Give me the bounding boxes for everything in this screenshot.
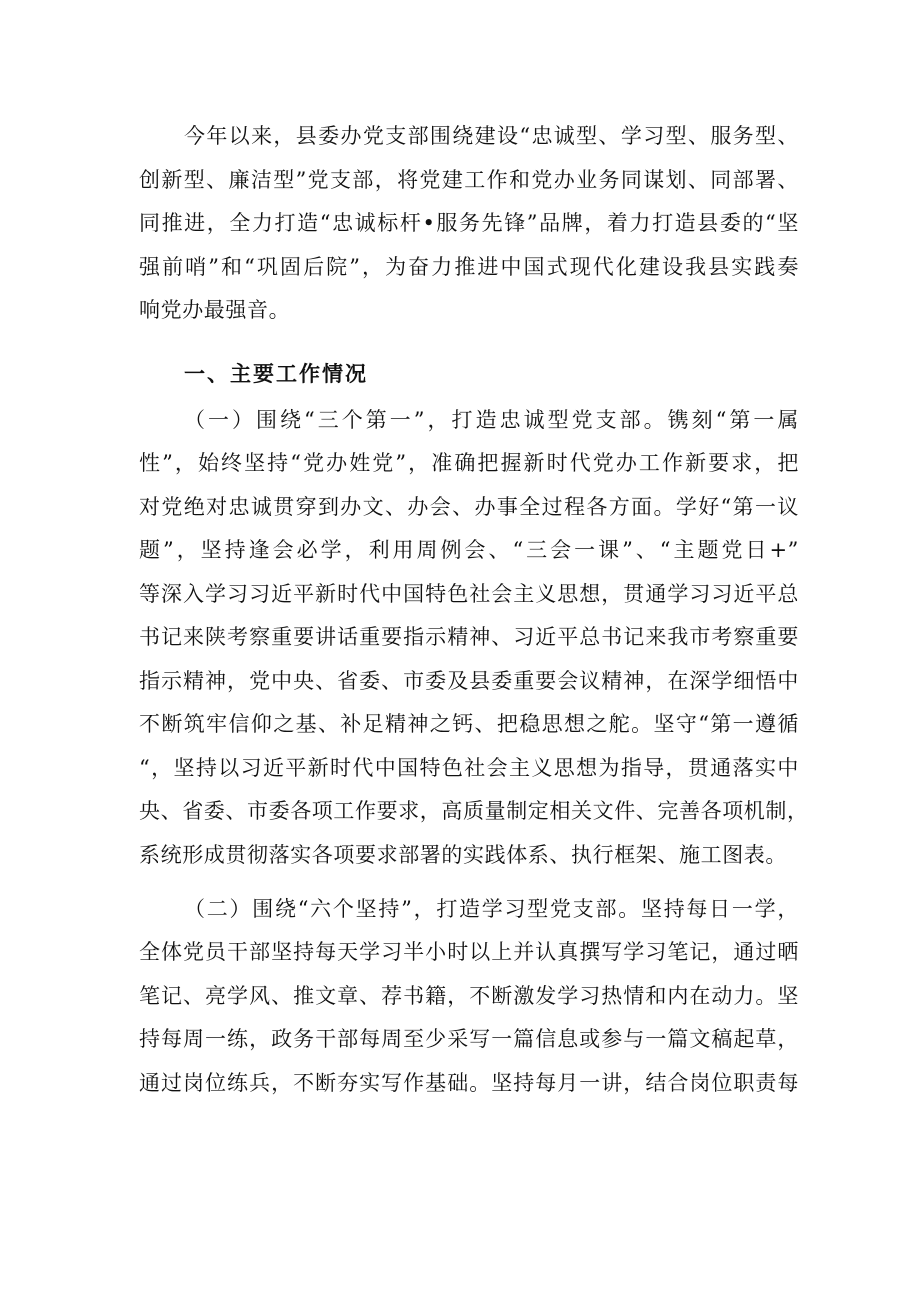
section-2-line: 笔记、亮学风、推文章、荐书籍，不断激发学习热情和内在动力。坚 [139,984,799,1008]
intro-line: 同推进，全力打造“忠诚标杆•服务先锋”品牌，着力打造县委的“坚 [139,211,799,235]
intro-line: 响党办最强音。 [139,298,291,322]
section-2-line: 通过岗位练兵，不断夯实写作基础。坚持每月一讲，结合岗位职责每 [139,1071,799,1095]
intro-line: 今年以来，县委办党支部围绕建设“忠诚型、学习型、服务型、 [184,124,799,148]
section-1-line: 性”，始终坚持“党办姓党”，准确把握新时代党办工作新要求，把 [139,451,799,475]
section-1-line: “，坚持以习近平新时代中国特色社会主义思想为指导，贯通落实中 [139,756,799,780]
section-1-line: 题”，坚持逢会必学，利用周例会、“三会一课”、“主题党日+” [139,538,799,562]
intro-line: 创新型、廉洁型”党支部，将党建工作和党办业务同谋划、同部署、 [139,168,799,192]
section-2-line: 全体党员干部坚持每天学习半小时以上并认真撰写学习笔记，通过晒 [139,940,799,964]
section-1-line: 等深入学习习近平新时代中国特色社会主义思想，贯通学习习近平总 [139,582,799,606]
section-1-line: 不断筑牢信仰之基、补足精神之钙、把稳思想之舵。坚守“第一遵循 [139,712,799,736]
section-1-line: 对党绝对忠诚贯穿到办文、办会、办事全过程各方面。学好“第一议 [139,495,799,519]
section-1-line: 书记来陕考察重要讲话重要指示精神、习近平总书记来我市考察重要 [139,625,799,649]
section-1-line: 系统形成贯彻落实各项要求部署的实践体系、执行框架、施工图表。 [139,843,787,867]
section-1-line: （一）围绕“三个第一”，打造忠诚型党支部。镌刻“第一属 [184,408,799,432]
section-1-line: 指示精神，党中央、省委、市委及县委重要会议精神，在深学细悟中 [139,669,799,693]
section-2-line: （二）围绕“六个坚持”，打造学习型党支部。坚持每日一学， [184,897,799,921]
section-2-line: 持每周一练，政务干部每周至少采写一篇信息或参与一篇文稿起草， [139,1027,799,1051]
section-heading: 一、主要工作情况 [184,362,368,386]
section-1-line: 央、省委、市委各项工作要求，高质量制定相关文件、完善各项机制， [139,799,809,823]
intro-line: 强前哨”和“巩固后院”，为奋力推进中国式现代化建设我县实践奏 [139,255,799,279]
